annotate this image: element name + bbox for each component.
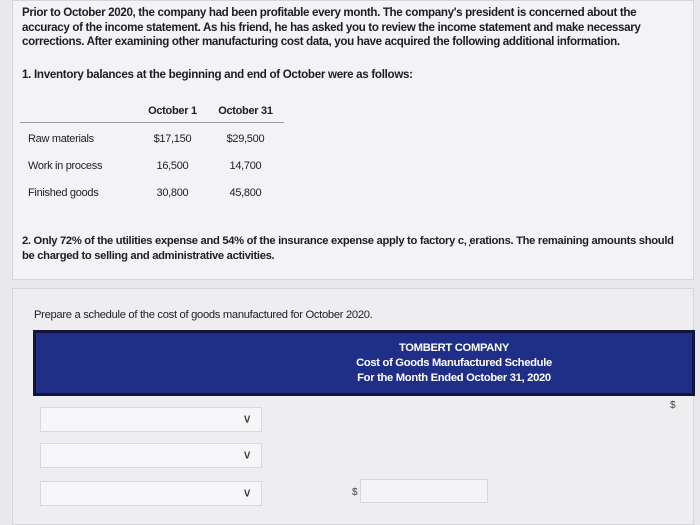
chevron-down-icon: ˅: [243, 411, 251, 427]
row-label: Work in process: [28, 159, 103, 172]
row-label: Raw materials: [28, 132, 94, 145]
item-2-text: 2. Only 72% of the utilities expense and 54% of the insurance expense apply to factory c‚ ̦erations. The remaining amounts should be charged to selling and administrative activities.: [22, 235, 674, 262]
table-row: [20, 152, 284, 179]
dollar-sign: $: [352, 487, 358, 498]
cell-oct1: $17,150: [153, 132, 192, 145]
schedule-period: For the Month Ended October 31, 2020: [357, 372, 551, 384]
col-header-oct1: October 1: [138, 100, 207, 123]
cell-oct31: 14,700: [229, 159, 262, 172]
inventory-table: [20, 100, 284, 206]
line-item-select[interactable]: [40, 481, 262, 506]
amount-input[interactable]: [360, 479, 488, 503]
table-row: [20, 123, 284, 153]
prepare-instruction: Prepare a schedule of the cost of goods manufactured for October 2020.: [34, 309, 373, 321]
item-1-text: 1. Inventory balances at the beginning and end of October were as follows:: [22, 68, 413, 81]
cell-oct1: 16,500: [156, 159, 189, 172]
schedule-header: [33, 330, 695, 396]
company-name: TOMBERT COMPANY: [398, 342, 510, 354]
intro-paragraph: Prior to October 2020, the company had been profitable every month. The company's president is concerned about the accuracy of the income statement. As his friend, he has asked you to review the income statement and make necessary corrections. After examining other manufacturing cost data, you have acquired the following additional information.: [22, 6, 641, 49]
dollar-sign: $: [670, 400, 676, 411]
cell-oct1: 30,800: [156, 186, 189, 199]
line-item-select[interactable]: [40, 443, 262, 468]
col-header-oct31: October 31: [207, 100, 284, 123]
table-row: [20, 179, 284, 206]
chevron-down-icon: ˅: [243, 485, 251, 501]
cell-oct31: $29,500: [226, 132, 265, 145]
cell-oct31: 45,800: [229, 186, 262, 199]
line-item-select[interactable]: [40, 407, 262, 432]
chevron-down-icon: ˅: [243, 447, 251, 463]
schedule-title: Cost of Goods Manufactured Schedule: [356, 357, 552, 369]
row-label: Finished goods: [28, 186, 99, 199]
table-corner: [20, 100, 138, 123]
